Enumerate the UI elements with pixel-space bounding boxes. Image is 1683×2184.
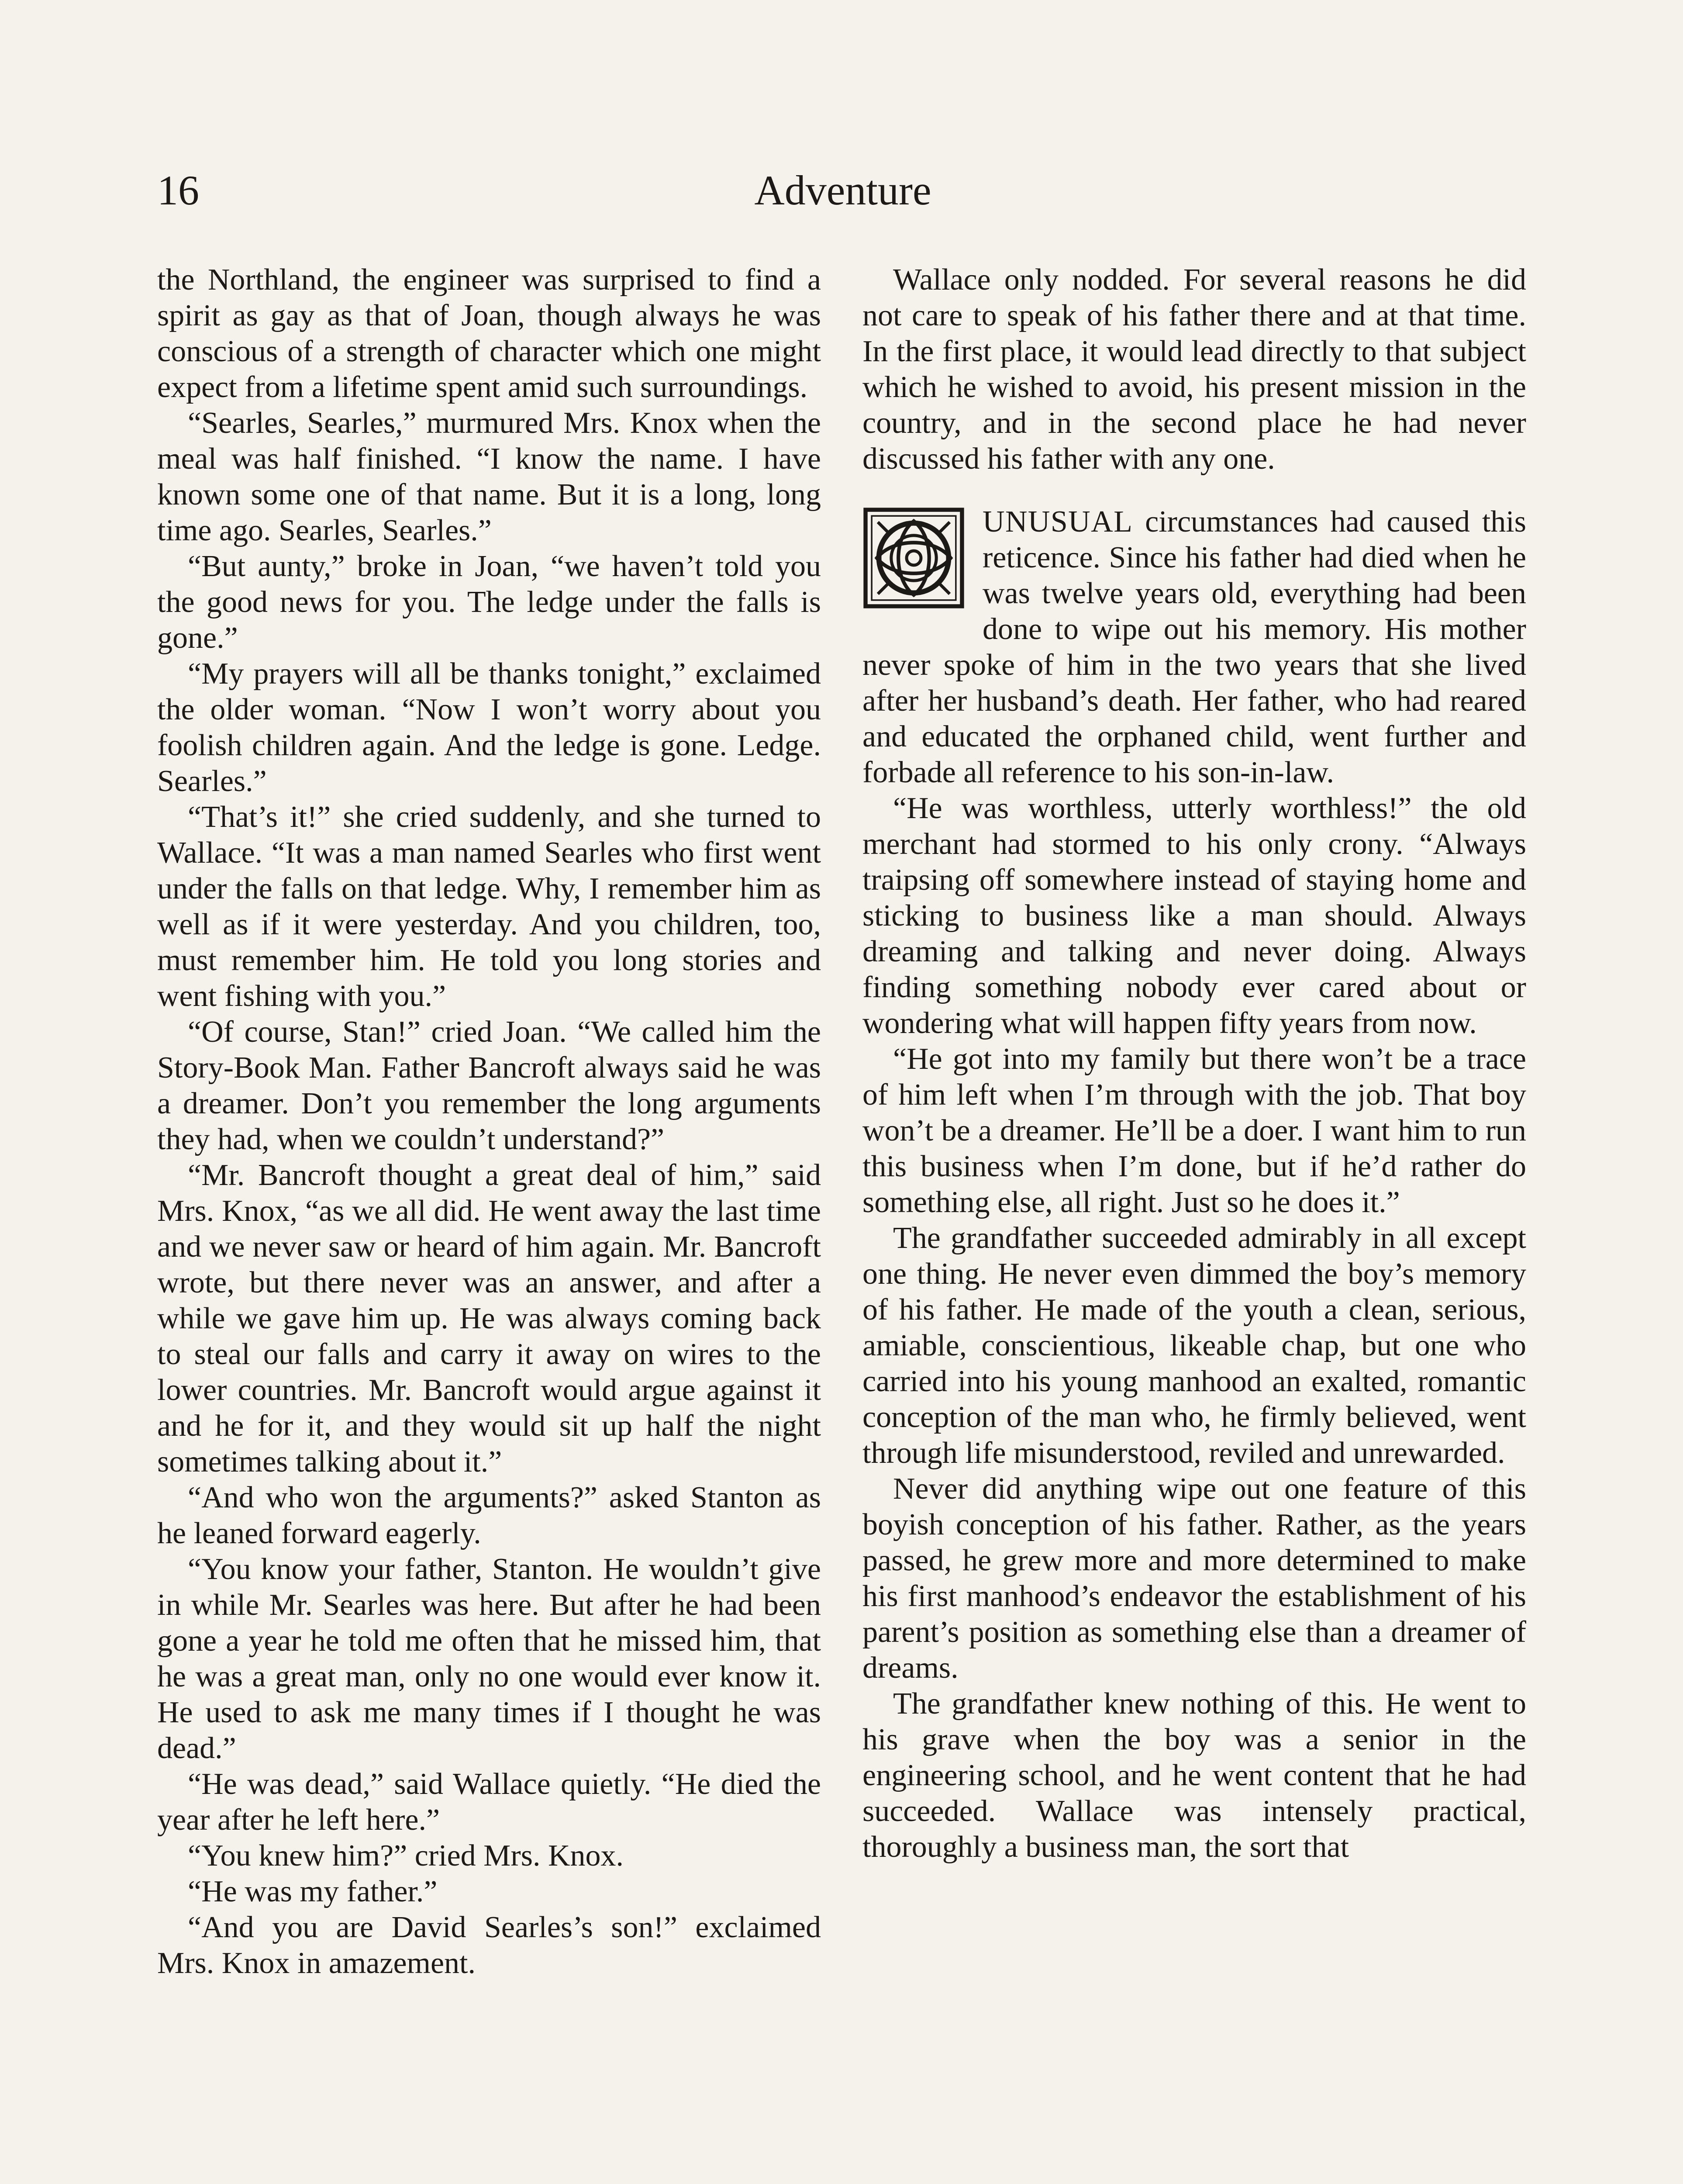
paragraph: “He was my father.” [188, 1875, 438, 1908]
paragraph: “Mr. Bancroft thought a great deal of him,” said Mrs. Knox, “as we all did. He went away the last time and we never saw or heard of him again. Mr. Bancroft wrote, but there never was an answer, and after a while we gave him up. He was always coming back to steal our falls and carry it away on wires to the lower countries. Mr. Bancroft would argue against it and he for it, and they would sit up half the night sometimes talking about it.” [157, 1158, 821, 1479]
page-title: Adventure [754, 167, 931, 214]
paragraph: “You know your father, Stanton. He wouldn’t give in while Mr. Searles was here. But after he had been gone a year he told me often that he missed him, that he was a great man, only no one would ever know it. He used to ask me many times if I thought he was dead.” [157, 1552, 821, 1765]
dropcap-text: circumstances had caused this reticence. Since his father had died when he was twelve years old, everything had been done to wipe out his memory. His mother never spoke of him in the two years that she lived after her husband’s death. Her father, who had reared and educated the orphaned child, went further and forbade all reference to his son-in-law. [862, 505, 1526, 789]
paragraph: “You knew him?” cried Mrs. Knox. [188, 1839, 624, 1873]
paragraph: “That’s it!” she cried suddenly, and she turned to Wallace. “It was a man named Searles who first went under the falls on that ledge. Why, I remember him as well as if it were yesterday. And you children, too, must remember him. He told you long stories and went fishing with you.” [157, 800, 821, 1013]
left-column [157, 262, 821, 1981]
paragraph: “Searles, Searles,” murmured Mrs. Knox when the meal was half finished. “I know the name. I have known some one of that name. But it is a long, long time ago. Searles, Searles.” [157, 406, 821, 547]
dropcap-word: UNUSUAL [983, 505, 1133, 539]
paragraph: “But aunty,” broke in Joan, “we haven’t told you the good news for you. The ledge under the falls is gone.” [157, 549, 821, 655]
paragraph: “He was worthless, utterly worthless!” the old merchant had stormed to his only crony. “Always traipsing off somewhere instead of staying home and sticking to business like a man should. Always dreaming and talking and never doing. Always finding something nobody ever cared about or wondering what will happen fifty years from now. [862, 791, 1526, 1040]
paragraph: The grandfather succeeded admirably in all except one thing. He never even dimmed the boy’s memory of his father. He made of the youth a clean, serious, amiable, conscientious, likeable chap, but one who carried into his young manhood an exalted, romantic conception of the man who, he firmly believed, went through life misunderstood, reviled and unrewarded. [862, 1221, 1526, 1470]
paragraph: “He was dead,” said Wallace quietly. “He died the year after he left here.” [157, 1767, 821, 1837]
page-number: 16 [157, 167, 199, 214]
paragraph: “Of course, Stan!” cried Joan. “We called him the Story-Book Man. Father Bancroft always said he was a dreamer. Don’t you remember the long arguments they had, when we couldn’t understand?” [157, 1015, 821, 1156]
paragraph: “And who won the arguments?” asked Stanton as he leaned forward eagerly. [157, 1481, 821, 1550]
right-column [862, 262, 1526, 1865]
paragraph: “My prayers will all be thanks tonight,” exclaimed the older woman. “Now I won’t worry about you foolish children again. And the ledge is gone. Ledge. Searles.” [157, 657, 821, 798]
paragraph: the Northland, the engineer was surprised to find a spirit as gay as that of Joan, though always he was conscious of a strength of character which one might expect from a lifetime spent amid such surroundings. [157, 263, 821, 404]
paragraph: “He got into my family but there won’t be a trace of him left when I’m through with the job. That boy won’t be a dreamer. He’ll be a doer. I want him to run this business when I’m done, but if he’d rather do something else, all right. Just so he does it.” [862, 1042, 1526, 1219]
celtic-knot-icon [862, 507, 969, 615]
paragraph: Never did anything wipe out one feature of this boyish conception of his father. Rather, as the years passed, he grew more and more determined to make his first manhood’s endeavor the establishment of his parent’s position as something else than a dreamer of dreams. [862, 1472, 1526, 1685]
paragraph: “And you are David Searles’s son!” exclaimed Mrs. Knox in amazement. [157, 1911, 821, 1980]
dropcap-paragraph [862, 504, 1526, 791]
paragraph: Wallace only nodded. For several reasons he did not care to speak of his father there and at that time. In the first place, it would lead directly to that subject which he wished to avoid, his present mission in the country, and in the second place he had never discussed his father with any one. [862, 263, 1526, 476]
paragraph: The grandfather knew nothing of this. He went to his grave when the boy was a senior in the engineering school, and he went content that he had succeeded. Wallace was intensely practical, thoroughly a business man, the sort that [862, 1687, 1526, 1864]
page-header [157, 166, 1528, 227]
